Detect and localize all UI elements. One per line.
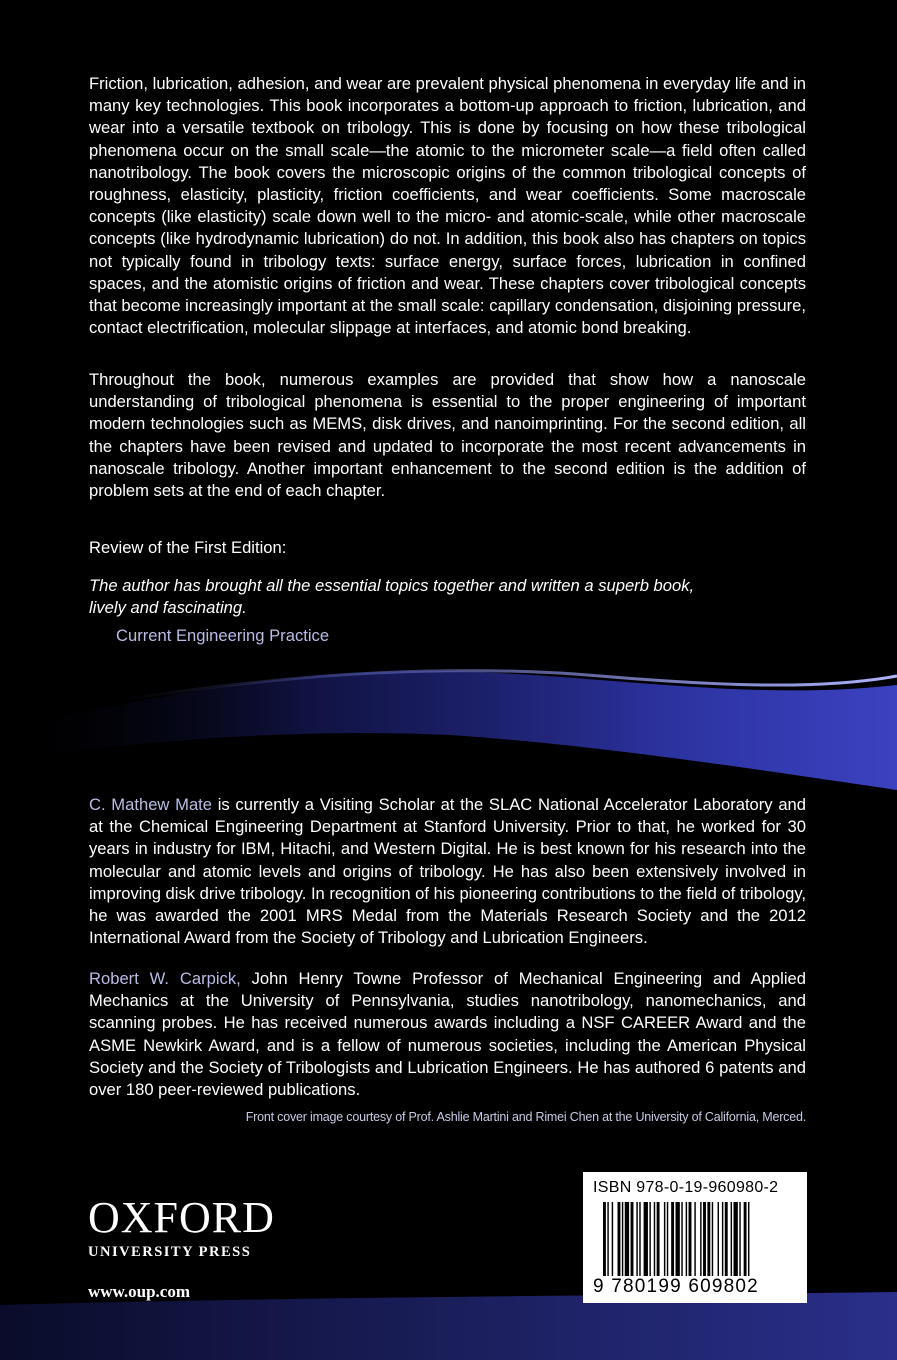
barcode-bar <box>722 1202 723 1276</box>
barcode-bar <box>700 1202 701 1276</box>
publisher-logo <box>88 1193 275 1261</box>
barcode-bar <box>689 1202 692 1276</box>
barcode-bar <box>725 1202 728 1276</box>
barcode-bars <box>603 1202 799 1276</box>
blurb-paragraph-1: Friction, lubrication, adhesion, and wear are prevalent physical phenomena in everyday life and in many key technologies. This book incorporates a bottom-up approach to friction, lubrication, and wear into a versatile textbook on tribology. This is done by focusing on how these tribological phenomena occur on the small scale—the atomic to the micrometer scale—a field often called nanotribology. The book covers the microscopic origins of the common tribological concepts of roughness, elasticity, plasticity, friction coefficients, and wear coefficients. Some macroscale concepts (like elasticity) scale down well to the micro- and atomic-scale, while other macroscale concepts (like hydrodynamic lubrication) do not. In addition, this book also has chapters on topics not typically found in tribology texts: surface energy, surface forces, lubrication in confined spaces, and the atomistic origins of friction and wear. These chapters cover tribological concepts that become increasingly important at the small scale: capillary condensation, disjoining pressure, contact electrification, molecular slippage at interfaces, and atomic bond breaking. <box>89 74 806 338</box>
barcode-bar <box>636 1202 637 1276</box>
barcode-bar <box>739 1202 740 1276</box>
barcode-bar <box>649 1202 650 1276</box>
publisher-url: www.oup.com <box>88 1282 191 1301</box>
barcode-bar <box>622 1202 623 1276</box>
barcode-digits: 9 780199 609802 <box>593 1276 759 1297</box>
barcode-bar <box>618 1202 621 1276</box>
barcode-bar <box>654 1202 655 1276</box>
barcode-bar <box>707 1202 710 1276</box>
barcode-bar <box>712 1202 713 1276</box>
barcode-bar <box>748 1202 749 1276</box>
isbn-label: ISBN 978-0-19-960980-2 <box>593 1179 779 1196</box>
blurb-paragraph-2: Throughout the book, numerous examples are provided that show how a nanoscale understanding of tribological phenomena is essential to the proper engineering of important modern technologies such as MEMS, disk drives, and nanoimprinting. For the second edition, all the chapters have been revised and updated to incorporate the most recent advancements in nanoscale tribology. Another important enhancement to the second edition is the addition of problem sets at the end of each chapter. <box>89 370 806 501</box>
barcode-bar <box>718 1202 719 1276</box>
author-bio-text: John Henry Towne Professor of Mechanical Engineering and Applied Mechanics at the University of Pennsylvania, studies nanotribology, nanomechanics, and scanning probes. He has received numerous awards including a NSF CAREER Award and the ASME Newkirk Award, and is a fellow of numerous societies, including the American Physical Society and the Society of Tribologists and Lubrication Engineers. He has authored 6 patents and over 180 peer-reviewed publications. <box>89 969 806 1100</box>
logo-main-text: OXFORD <box>88 1193 275 1242</box>
barcode-bar <box>686 1202 687 1276</box>
barcode-bar <box>744 1202 747 1276</box>
author-name: C. Mathew Mate <box>89 795 213 814</box>
author-bio-mate <box>89 794 806 949</box>
barcode-bar <box>612 1202 613 1276</box>
author-bio-text: is currently a Visiting Scholar at the SLAC National Accelerator Laboratory and at the Chemical Engineering Department at Stanford University. Prior to that, he worked for 30 years in industry for IBM, Hitachi, and Western Digital. He is best known for his research into the molecular and atomic levels and origins of tribology. He has also been extensively involved in improving disk drive tribology. In recognition of his pioneering contributions to the field of tribology, he was awarded the 2001 MRS Medal from the Materials Research Society and the 2012 International Award from the Society of Tribology and Lubrication Engineers. <box>89 795 807 948</box>
barcode-bar <box>644 1202 648 1276</box>
barcode-bar <box>639 1202 640 1276</box>
barcode-bar <box>734 1202 738 1276</box>
barcode-bar <box>667 1202 668 1276</box>
barcode-bar <box>681 1202 682 1276</box>
review-quote: The author has brought all the essential topics together and written a superb book, lively and fascinating. <box>89 576 695 617</box>
isbn-barcode <box>583 1172 807 1303</box>
barcode-bar <box>657 1202 660 1276</box>
barcode-bar <box>631 1202 634 1276</box>
barcode-bar <box>603 1202 606 1276</box>
barcode-bar <box>607 1202 608 1276</box>
author-bio-carpick <box>89 968 806 1101</box>
review-heading: Review of the First Edition: <box>89 538 287 557</box>
barcode-bar <box>703 1202 706 1276</box>
barcode-bar <box>625 1202 629 1276</box>
barcode-bar <box>664 1202 665 1276</box>
barcode-bar <box>731 1202 732 1276</box>
logo-sub-text: UNIVERSITY PRESS <box>88 1244 252 1260</box>
author-name: Robert W. Carpick, <box>89 969 241 988</box>
review-source: Current Engineering Practice <box>116 626 330 645</box>
barcode-bar <box>676 1202 680 1276</box>
barcode-bar <box>694 1202 695 1276</box>
cover-image-credit: Front cover image courtesy of Prof. Ashlie Martini and Rimei Chen at the University of California, Merced. <box>245 1110 806 1124</box>
barcode-bar <box>671 1202 674 1276</box>
